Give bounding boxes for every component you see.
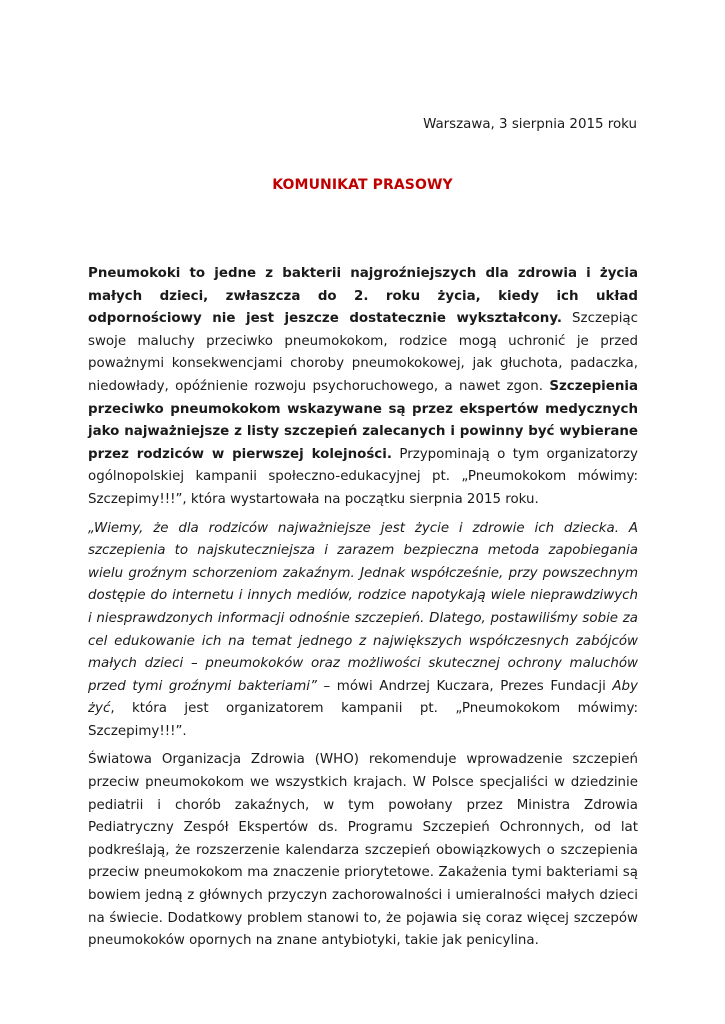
document-body [88,263,638,959]
intro-campaign-text: Przypominają o tym organizatorzy ogólnopolskiej kampanii społeczno-edukacyjnej pt. „Pneumokokom mówimy: Szczepimy!!!”, która wystartowała na początku sierpnia 2015 roku. [88,446,638,507]
press-release-title: KOMUNIKAT PRASOWY [272,177,453,193]
quote-text: „Wiemy, że dla rodziców najważniejsze jest życie i zdrowie ich dziecka. A szczepienia to najskuteczniejsza i zarazem bezpieczna metoda zapobiegania wielu groźnym schorzeniom zakaźnym. Jednak współcześnie, przy powszechnym dostępie do internetu i innych mediów, rodzice napotykają wiele nieprawdziwych i niesprawdzonych informacji odnośnie szczepień. Dlatego, postawiliśmy sobie za cel edukowanie ich na temat jednego z największych współczesnych zabójców małych dzieci – pneumokoków oraz możliwości skutecznej ochrony maluchów przed tymi groźnymi bakteriami” [88,520,638,694]
quote-attribution: – mówi Andrzej Kuczara, Prezes Fundacji [316,678,613,694]
dateline: Warszawa, 3 sierpnia 2015 roku [423,117,637,132]
quote-attribution-end: , która jest organizatorem kampanii pt. „Pneumokokom mówimy: Szczepimy!!!”. [88,701,638,739]
foundation-name: Aby żyć [88,678,638,717]
paragraph-quote [88,518,638,744]
intro-text: Szczepiąc swoje maluchy przeciwko pneumokokom, rodzice mogą uchronić je przed poważnymi konsekwencjami choroby pneumokokowej, jak głuchota, padaczka, niedowłady, opóźnienie rozwoju psychoruchowego, a nawet zgon. [88,311,638,394]
intro-bold-recommendation: Szczepienia przeciwko pneumokokom wskazywane są przez ekspertów medycznych jako najważniejsze z listy szczepień zalecanych i powinny być wybierane przez rodziców w pierwszej kolejności. [88,378,638,462]
who-text: Światowa Organizacja Zdrowia (WHO) rekomenduje wprowadzenie szczepień przeciw pneumokokom we wszystkich krajach. W Polsce specjaliści w dziedzinie pediatrii i chorób zakaźnych, w tym powołany przez Ministra Zdrowia Pediatryczny Zespół Ekspertów ds. Programu Szczepień Ochronnych, od lat podkreślają, że rozszerzenie kalendarza szczepień obowiązkowych o szczepienia przeciw pneumokokom ma znaczenie priorytetowe. Zakażenia tymi bakteriami są bowiem jedną z głównych przyczyn zachorowalności i umieralności małych dzieci na świecie. Dodatkowy problem stanowi to, że pojawia się coraz więcej szczepów pneumokoków opornych na znane antybiotyki, takie jak penicylina. [88,752,638,949]
paragraph-intro [88,263,638,512]
intro-bold-lead: Pneumokoki to jedne z bakterii najgroźniejszych dla zdrowia i życia małych dzieci, zwłaszcza do 2. roku życia, kiedy ich układ odpornościowy nie jest jeszcze dostatecznie wykształcony. [88,266,638,327]
paragraph-who [88,749,638,952]
